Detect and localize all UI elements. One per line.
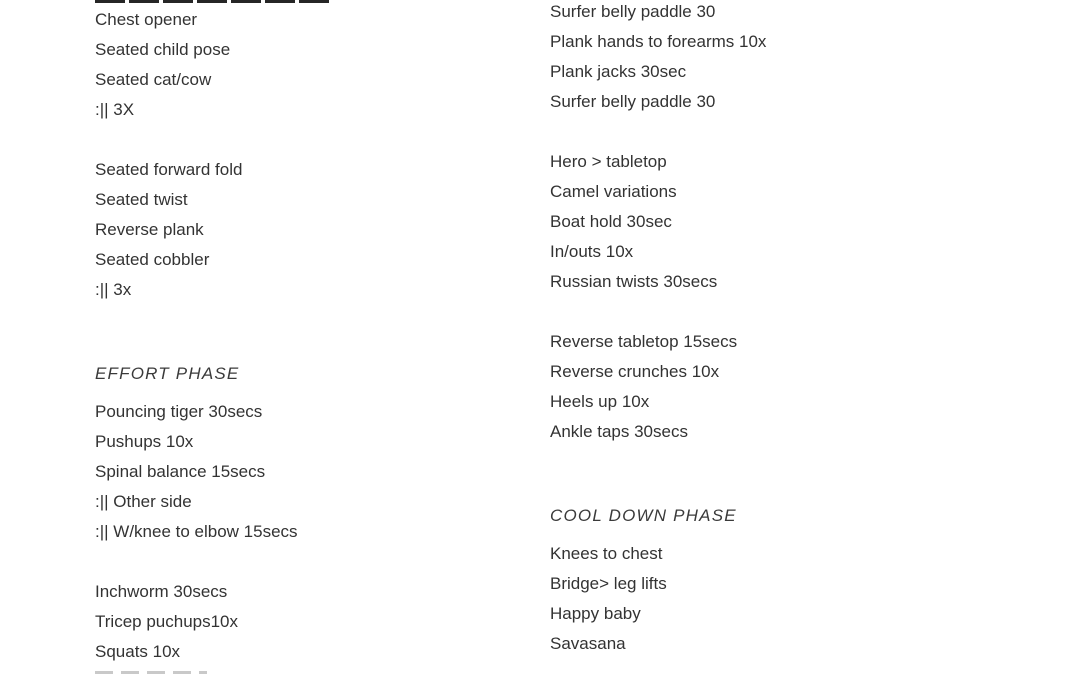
left-column xyxy=(95,5,525,667)
repeat-marker-line: :|| W/knee to elbow 15secs xyxy=(95,522,298,541)
warmup-list-block-2 xyxy=(95,155,525,305)
exercise-line: Hero > tabletop xyxy=(550,152,667,171)
right-column xyxy=(550,0,980,659)
exercise-line: Inchworm 30secs xyxy=(95,582,228,601)
phase-heading-cooldown: COOL DOWN PHASE xyxy=(550,506,737,525)
effort-list-block-1 xyxy=(95,397,525,547)
effort-list-block-2 xyxy=(95,577,525,667)
exercise-line: Bridge> leg lifts xyxy=(550,574,667,593)
exercise-line: Seated twist xyxy=(95,190,188,209)
cooldown-list-block xyxy=(550,539,980,659)
exercise-line: Camel variations xyxy=(550,182,677,201)
core-list-block-2 xyxy=(550,147,980,297)
exercise-line: Surfer belly paddle 30 xyxy=(550,92,716,111)
exercise-line: Happy baby xyxy=(550,604,641,623)
clipped-heading-fragment-top xyxy=(95,0,332,3)
repeat-marker-line: :|| 3x xyxy=(95,280,132,299)
exercise-line: Reverse plank xyxy=(95,220,204,239)
exercise-line: Savasana xyxy=(550,634,626,653)
exercise-line: Heels up 10x xyxy=(550,392,650,411)
exercise-line: Seated forward fold xyxy=(95,160,243,179)
exercise-line: Squats 10x xyxy=(95,642,181,661)
exercise-line: Reverse tabletop 15secs xyxy=(550,332,738,351)
exercise-line: Tricep puchups10x xyxy=(95,612,239,631)
exercise-line: Ankle taps 30secs xyxy=(550,422,688,441)
core-list-block-3 xyxy=(550,327,980,447)
exercise-line: Seated cat/cow xyxy=(95,70,212,89)
exercise-line: Surfer belly paddle 30 xyxy=(550,2,716,21)
exercise-line: Reverse crunches 10x xyxy=(550,362,720,381)
warmup-list-block-1 xyxy=(95,5,525,125)
exercise-line: Boat hold 30sec xyxy=(550,212,672,231)
exercise-line: Russian twists 30secs xyxy=(550,272,718,291)
exercise-line: Seated child pose xyxy=(95,40,231,59)
exercise-line: Knees to chest xyxy=(550,544,663,563)
phase-heading-effort: EFFORT PHASE xyxy=(95,364,240,383)
exercise-line: Seated cobbler xyxy=(95,250,210,269)
exercise-line: Plank jacks 30sec xyxy=(550,62,687,81)
exercise-line: Plank hands to forearms 10x xyxy=(550,32,767,51)
core-list-block-1 xyxy=(550,0,980,117)
exercise-line: Pushups 10x xyxy=(95,432,194,451)
repeat-marker-line: :|| 3X xyxy=(95,100,135,119)
clipped-text-fragment-bottom xyxy=(95,671,207,674)
repeat-marker-line: :|| Other side xyxy=(95,492,192,511)
exercise-line: Chest opener xyxy=(95,10,198,29)
exercise-line: Spinal balance 15secs xyxy=(95,462,266,481)
exercise-line: In/outs 10x xyxy=(550,242,634,261)
exercise-line: Pouncing tiger 30secs xyxy=(95,402,263,421)
